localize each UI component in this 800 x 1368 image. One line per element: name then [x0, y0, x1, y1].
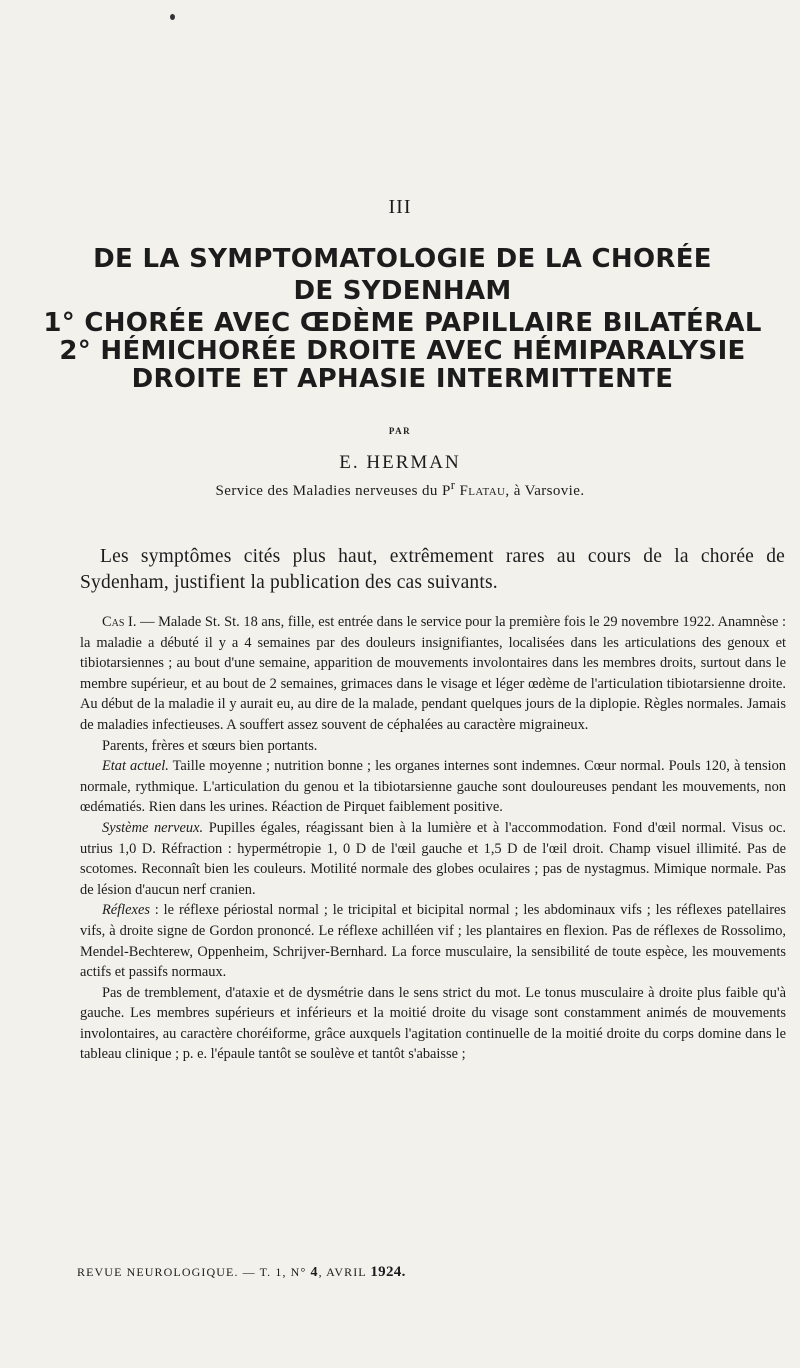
title-line-5: DROITE ET APHASIE INTERMITTENTE — [131, 364, 674, 394]
ink-speck — [170, 14, 175, 20]
title-line-3: 1° CHORÉE AVEC ŒDÈME PAPILLAIRE BILATÉRAL — [43, 308, 762, 338]
by-label: PAR — [388, 426, 412, 436]
state-paragraph — [80, 756, 786, 818]
article-body — [80, 612, 786, 1065]
author-affiliation — [0, 478, 800, 500]
affiliation-sup: r — [450, 478, 456, 492]
state-label: Etat actuel. — [102, 758, 169, 775]
issue-number: 4 — [310, 1265, 319, 1280]
nervous-system-text: Pupilles égales, réagissant bien à la lumière et à l'accommodation. Fond d'œil normal. Visus oc. utrius 1,0 D. Réfraction : hypermétropie 1, 0 D de l'œil gauche et 1,5 D de l'œil droit. Champ visuel illimité. Pas de scotomes. Reconnaît bien les couleurs. Motilité normale des globes oculaires ; pas de nystagmus. Mimique normale. Pas de lésion d'aucun nerf cranien. — [80, 819, 786, 898]
reflexes-label: Réflexes — [102, 902, 150, 919]
issue-year: 1924. — [370, 1264, 406, 1280]
affiliation-prefix: Service des Maladies nerveuses du P — [215, 483, 451, 499]
case-text: — Malade St. St. 18 ans, fille, est entrée dans le service pour la première fois le 29 novembre 1922. Anamnèse : la maladie a débuté il y a 4 semaines par des douleurs insignifiantes, localisées dans les articulations des genoux et tibiotarsiennes ; au bout d'une semaine, apparition de mouvements involontaires dans les membres droits, surtout dans le membre supérieur, et au bout de 2 semaines, grimaces dans le visage et léger œdème de l'articulation tibiotarsienne droite. Au début de la maladie il y aurait eu, au dire de la malade, pendant quelques jours de la diplopie. Règles normales. Jamais de maladies infectieuses. A souffert assez souvent de céphalées au caractère migraineux. — [80, 614, 786, 733]
reflexes-paragraph — [80, 900, 786, 982]
nervous-system-label: Système nerveux. — [102, 819, 204, 836]
affiliation-suffix: , à Varsovie. — [505, 483, 585, 499]
article-number: III — [388, 196, 412, 218]
tremor-paragraph: Pas de tremblement, d'ataxie et de dysmétrie dans le sens strict du mot. Le tonus musculaire à droite plus faible qu'à gauche. Les membres supérieurs et inférieurs et la moitié droite du visage sont constamment animés de mouvements involontaires, au caractère choréiforme, grâce auxquels l'agitation continuelle de la moitié droite du corps domine dans le tableau clinique ; p. e. l'épaule tantôt se soulève et tantôt s'abaisse ; — [80, 984, 786, 1063]
case-paragraph — [80, 612, 786, 736]
volume-number: — T. 1, N° — [238, 1265, 311, 1279]
page-footer — [77, 1264, 406, 1281]
title-line-4: 2° HÉMICHORÉE DROITE AVEC HÉMIPARALYSIE — [59, 336, 746, 366]
journal-name: REVUE NEUROLOGIQUE. — [77, 1265, 239, 1279]
parents-paragraph: Parents, frères et sœurs bien portants. — [102, 737, 318, 754]
issue-month: , AVRIL — [318, 1265, 371, 1279]
reflexes-text: : le réflexe périostal normal ; le tricipital et bicipital normal ; les abdominaux vifs ; les réflexes patellaires vifs, à droite signe de Gordon prononcé. Le réflexe achilléen vif ; les plantaires en flexion. Pas de réflexes de Rossolimo, Mendel-Bechterew, Oppenheim, Schrijver-Bernhard. La force musculaire, la sensibilité de toute espèce, les mouvements actifs et passifs normaux. — [80, 902, 786, 981]
intro-paragraph: Les symptômes cités plus haut, extrêmement rares au cours de la chorée de Sydenham, justifient la publication des cas suivants. — [80, 546, 785, 593]
author-name: E. HERMAN — [339, 452, 461, 473]
state-text: Taille moyenne ; nutrition bonne ; les organes internes sont indemnes. Cœur normal. Pouls 120, à tension normale, rythmique. L'articulation du genou et la tibiotarsienne gauche sont douloureuses pendant les mouvements, non œdématiés. Rien dans les urines. Réaction de Pirquet faiblement positive. — [80, 758, 786, 816]
title-line-2: DE SYDENHAM — [293, 276, 512, 306]
nervous-system-paragraph — [80, 818, 786, 900]
case-label: Cas I. — [102, 614, 137, 630]
affiliation-name: Flatau — [459, 483, 506, 499]
title-line-1: DE LA SYMPTOMATOLOGIE DE LA CHORÉE — [93, 244, 712, 274]
